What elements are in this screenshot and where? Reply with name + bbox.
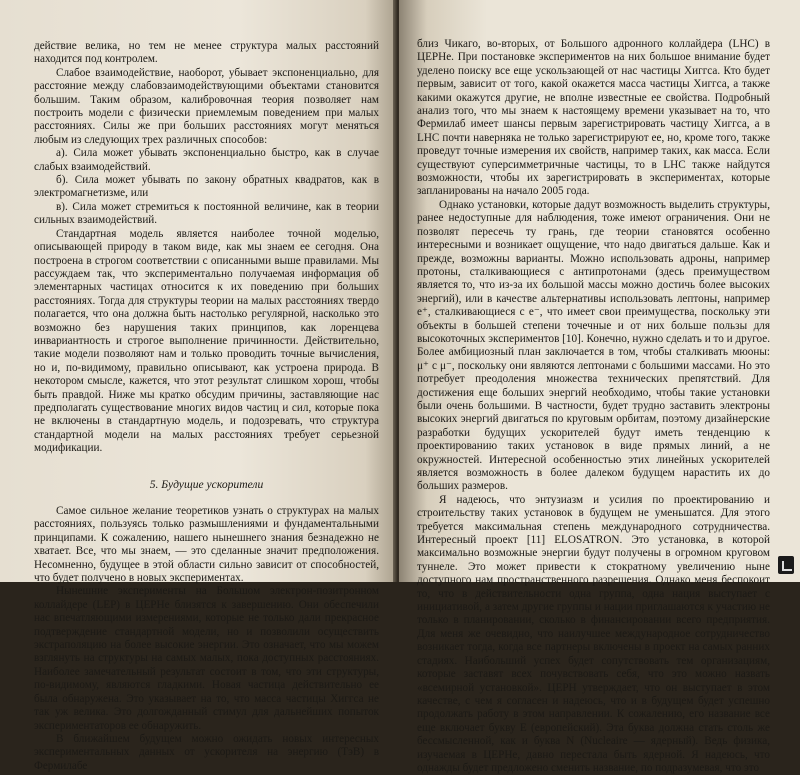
- list-item: а). Сила может убывать экспоненциально быстро, как в случае слабых взаимодействий.: [34, 147, 379, 173]
- paragraph: Однако установки, которые дадут возможность выделить структуры, ранее недоступные для наблюдения, тоже имеют ограничения. Они не позволят пересечь ту грань, где теории становятся особенно интересными и возникает ощущение, что надо двигаться дальше. Как и прежде, возможны варианты. Можно использовать адроны, например протоны, сталкивающиеся с антипротонами (здесь преимуществом является то, что из-за их большой массы можно достичь более высоких энергий), или в качестве альтернативы использовать лептоны, например e⁺, сталкивающиеся с e⁻, что имеет свои преимущества, поскольку эти объекты в большей степени точечные и от них больше пользы для высокоточных экспериментов [10]. Конечно, нужно сделать и то и другое. Более амбициозный план заключается в том, чтобы сталкивать мюоны: μ⁺ с μ⁻, поскольку они являются лептонами с большими массами. Но это потребует преодоления множества технических препятствий. Для достижения еще больших энергий необходимо, чтобы такие установки были очень большими. В частности, будет трудно заставить электроны высоких энергий двигаться по круговым орбитам, поэтому дизайнерские разработки будущих ускорителей будут иметь тенденцию к проектированию таких установок в виде прямых линий, а не окружностей. Интересной особенностью этих линейных ускорителей является возможность в более далеком будущем нарастить их до больших размеров.: [417, 198, 770, 493]
- right-page: [399, 0, 800, 774]
- paragraph: В ближайшем будущем можно ожидать новых интересных экспериментальных данных от ускорителя на энергию (ТэВ) в Фермилабе: [34, 732, 379, 772]
- left-page: [0, 0, 397, 772]
- paragraph: близ Чикаго, во-вторых, от Большого адронного коллайдера (LHC) в ЦЕРНе. При постановке экспериментов на них большое внимание будет уделено поиску все еще ускользающей от нас частицы Хиггса. Кто будет первым, зависит от того, какой окажется масса частицы Хиггса, а также какими окажутся другие, не вполне известные ее свойства. Подробный анализ того, что мы знаем к настоящему времени указывает на то, что Фермилаб имеет шансы первым зарегистрировать частицу Хиггса, а в LHC почти наверняка не только зарегистрируют ее, но, кроме того, также проведут точные измерения их свойств, например таких, как масса. Если существуют суперсимметричные частицы, то в LHC также найдутся возможности, чтобы их зарегистрировать в экспериментах, которые запланированы на начало 2005 года.: [417, 38, 770, 198]
- paragraph: Слабое взаимодействие, наоборот, убывает экспоненциально, для расстояние между слабовзаимодействующими объектами становится большим. Таким образом, калибровочная теория позволяет нам построить модели с физически приемлемым поведением при малых расстояниях. Силы же при больших расстояниях могут меняться любым из следующих трех различных способов:: [34, 66, 379, 146]
- paragraph: Я надеюсь, что энтузиазм и усилия по проектированию и строительству таких установок в будущем не уменьшатся. Для этого требуется максимальная степень международного сотрудничества. Интересный проект [11] ELOSATRON. Это установка, в которой максимально возможные энергии будут получены в огромном круговом туннеле. Это может привести к стократному увеличению ныне доступного нам пространственного разрешения. Однако меня беспокоит то, что в действительности одна группа, одна нация выступает с инициативой, а затем другие группы и нации приглашаются к участию не только в планировании, сколько в финансировании всего предприятия. Для меня же очевидно, что наилучшее международное сотрудничество возникает тогда, когда все партнеры включены в проект на самых ранних стадиях. Наибольший успех будет сопутствовать тем организациям, которые заставят всех почувствовать себя, что это можно назвать «всемирной установкой». ЦЕРН утверждает, что он выступает в этом качестве, с чем я согласен и надеюсь, что и в будущем будет успешно продолжать работу в этом направлении. К сожалению, его название все еще включает букву E (европейский). Эта буква должна стать столь же бессмысленной, как и буква N (Nucleaire — ядерный). Ведь физика, изучаемая в ЦЕРНе, давно перестала быть ядерной. Я надеюсь, что однажды будет предложено сменить название, по подразумевая, что это: [417, 493, 770, 774]
- paragraph: Стандартная модель является наиболее точной моделью, описывающей природу в таком виде, как мы знаем ее сегодня. Она построена в строгом соответствии с описанными выше правилами. Мы рассуждаем так, что экспериментально получаемая информация об элементарных частицах относится к их поведению при больших расстояниях. Тогда для структуры теории на малых расстояниях твердо полагается, что она должна быть настолько регулярной, насколько это возможно без нарушения таких принципов, как лоренцева инвариантность и строгое выполнение причинности. Действительно, такие модели позволяют нам и только проводить точные вычисления, но и, по-видимому, правильно описывают, как устроена природа. В некотором смысле, кажется, что этот результат слишком хорош, чтобы быть правдой. Ниже мы кратко обсудим причины, заставляющие нас предполагать существование многих видов частиц и сил, которые пока не включены в стандартную модель, и подозревать, что структура стандартной модели на малых расстояниях требует серьезной модификации.: [34, 227, 379, 455]
- section-heading: 5. Будущие ускорители: [149, 477, 264, 491]
- paragraph: Нынешние эксперименты на Большом электрон-позитронном коллайдере (LEP) в ЦЕРНе близятся к завершению. Они обеспечили нас впечатляющими измерениями, которые не только дали прекрасное подтверждение стандартной модели, но и позволили осуществить экстраполяцию на более высокие энергии. Это означает, что мы можем взглянуть на структуры на самых малых, пока доступных расстояниях. Наиболее замечательный результат состоит в том, что эти структуры, по-видимому, являются гладкими. Новая частица действительно ее была обнаружена. Это указывает на то, что масса частицы Хиггса не так уж велика. Это долгожданный стимул для дальнейших попыток экспериментаторов ее обнаружить.: [34, 585, 379, 732]
- paragraph: действие велика, но тем не менее структура малых расстояний находится под контролем.: [34, 40, 379, 66]
- document-icon[interactable]: [778, 556, 794, 574]
- list-item: б). Сила может убывать по закону обратных квадратов, как в электромагнетизме, или: [34, 174, 379, 200]
- paragraph: Самое сильное желание теоретиков узнать о структурах на малых расстояниях, пользуясь только размышлениями и фундаментальными принципами. К сожалению, нашего нынешнего знания безнадежно не хватает. Все, что мы знаем, — это сделанные значит предположения. Несомненно, будущее в этой области сильно зависит от способностей, что будет получено в новых экспериментах.: [34, 505, 379, 585]
- list-item: в). Сила может стремиться к постоянной величине, как в теории сильных взаимодействий.: [34, 200, 379, 227]
